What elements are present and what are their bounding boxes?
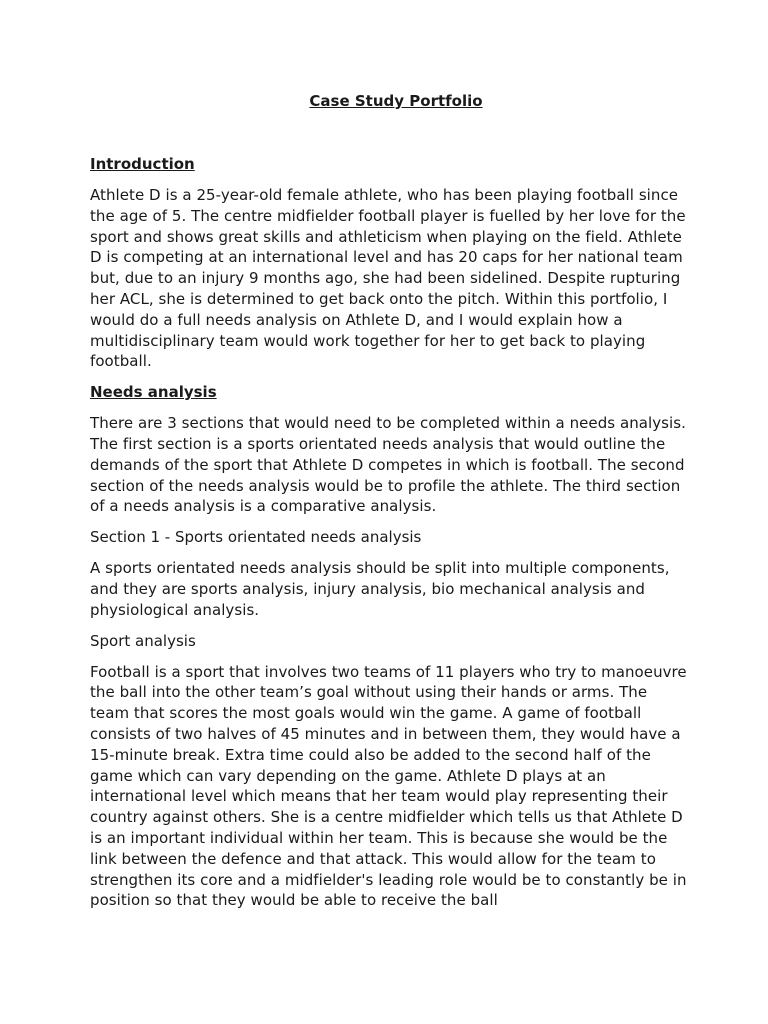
- spacer: [90, 621, 690, 631]
- spacer: [90, 403, 690, 413]
- spacer: [90, 548, 690, 558]
- section1-paragraph: A sports orientated needs analysis should be split into multiple components, and they are sports analysis, injury analysis, bio mechanical analysis and physiological analysis.: [90, 559, 670, 619]
- needs-analysis-paragraph: There are 3 sections that would need to be completed within a needs analysis. The first section is a sports orientated needs analysis that would outline the demands of the sport that Athlete D competes in which is football. The second section of the needs analysis would be to profile the athlete. The third section of a needs analysis is a comparative analysis.: [90, 414, 686, 516]
- document-title: Case Study Portfolio: [309, 92, 483, 110]
- spacer: [90, 652, 690, 662]
- spacer: [90, 175, 690, 185]
- introduction-paragraph: Athlete D is a 25-year-old female athlete, who has been playing football since the age of 5. The centre midfielder football player is fuelled by her love for the sport and shows great skills and athleticism when playing on the field. Athlete D is competing at an international level and has 20 caps for her national team but, due to an injury 9 months ago, she had been sidelined. Despite rupturing her ACL, she is determined to get back onto the pitch. Within this portfolio, I would do a full needs analysis on Athlete D, and I would explain how a multidisciplinary team would work together for her to get back to playing football.: [90, 186, 686, 371]
- spacer: [90, 112, 690, 154]
- sport-analysis-label: Sport analysis: [90, 631, 196, 650]
- introduction-heading: Introduction: [90, 155, 195, 173]
- spacer: [90, 372, 690, 382]
- sport-analysis-paragraph: Football is a sport that involves two teams of 11 players who try to manoeuvre the ball into the other team’s goal without using their hands or arms. The team that scores the most goals would win the game. A game of football consists of two halves of 45 minutes and in between them, they would have a 15-minute break. Extra time could also be added to the second half of the game which can vary depending on the game. Athlete D plays at an international level which means that her team would play representing their country against others. She is a centre midfielder which tells us that Athlete D is an important individual within her team. This is because she would be the link between the defence and that attack. This would allow for the team to strengthen its core and a midfielder's leading role would be to constantly be in position so that they would be able to receive the ball: [90, 662, 687, 910]
- spacer: [90, 517, 690, 527]
- document-body: [90, 91, 690, 911]
- needs-analysis-heading: Needs analysis: [90, 383, 217, 402]
- section1-label: Section 1 - Sports orientated needs analysis: [90, 528, 422, 547]
